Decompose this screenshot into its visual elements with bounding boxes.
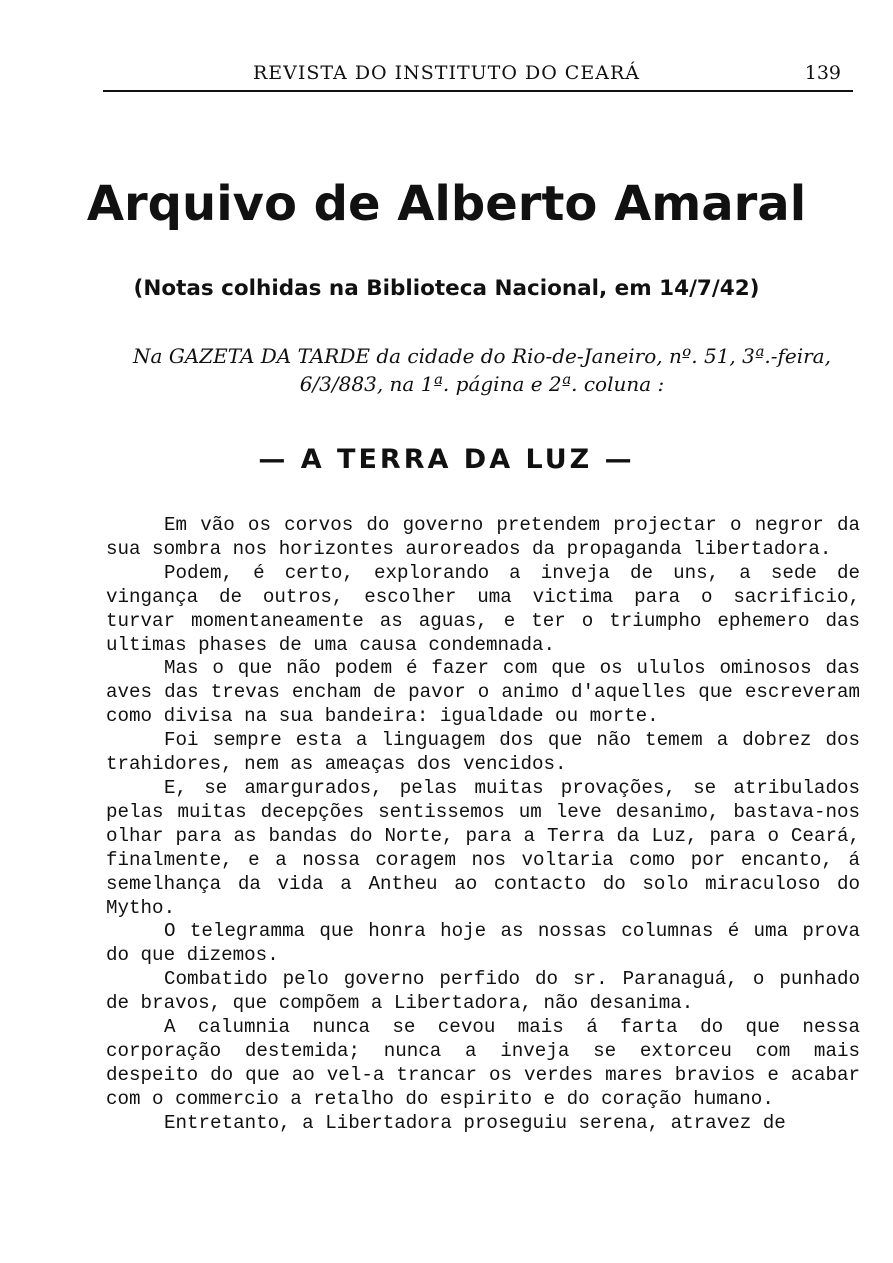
paragraph: Em vão os corvos do governo pretendem projectar o negror da sua sombra nos horizontes auroreados da propaganda libertadora. — [106, 514, 860, 560]
paragraph: Combatido pelo governo perfido do sr. Paranaguá, o punhado de bravos, que compõem a Libertadora, não desanima. — [106, 968, 860, 1015]
article-title: Arquivo de Alberto Amaral — [86, 176, 807, 232]
paragraph: Foi sempre esta a linguagem dos que não temem a dobrez dos trahidores, nem as ameaças dos vencidos. — [106, 729, 860, 776]
paragraph: E, se amargurados, pelas muitas provações, se atribulados pelas muitas decepções sentissemos um leve desanimo, bastava-nos olhar para as bandas do Norte, para a Terra da Luz, para o Ceará, finalmente, e a nossa coragem nos voltaria como por encanto, á semelhança da vida a Antheu ao contacto do solo miraculoso do Mytho. — [106, 776, 860, 919]
paragraph: Entretanto, a Libertadora proseguiu serena, atravez de — [164, 1111, 786, 1134]
article-body — [106, 514, 860, 1136]
paragraph: O telegramma que honra hoje as nossas columnas é uma prova do que dizemos. — [106, 920, 860, 967]
section-heading: — A TERRA DA LUZ — — [258, 444, 635, 475]
page-number: 139 — [804, 62, 841, 84]
paragraph: Mas o que não podem é fazer com que os ululos ominosos das aves das trevas encham de pavor o animo d'aquelles que escreveram como divisa na sua bandeira: igualdade ou morte. — [106, 657, 860, 728]
article-subtitle: (Notas colhidas na Biblioteca Nacional, em 14/7/42) — [133, 276, 760, 301]
source-citation: Na GAZETA DA TARDE da cidade do Rio-de-Janeiro, nº. 51, 3ª.-feira, 6/3/883, na 1ª. página e 2ª. coluna : — [133, 344, 831, 396]
paragraph: A calumnia nunca se cevou mais á farta do que nessa corporação destemida; nunca a inveja se extorceu com mais despeito do que ao vel-a trancar os verdes mares bravios e acabar com o commercio a retalho do espirito e do coração humano. — [106, 1016, 860, 1110]
paragraph: Podem, é certo, explorando a inveja de uns, a sede de vingança de outros, escolher uma victima para o sacrificio, turvar momentaneamente as aguas, e ter o triumpho ephemero das ultimas phases de uma causa condemnada. — [106, 561, 860, 656]
journal-name: REVISTA DO INSTITUTO DO CEARÁ — [253, 62, 640, 84]
running-header — [103, 60, 853, 92]
